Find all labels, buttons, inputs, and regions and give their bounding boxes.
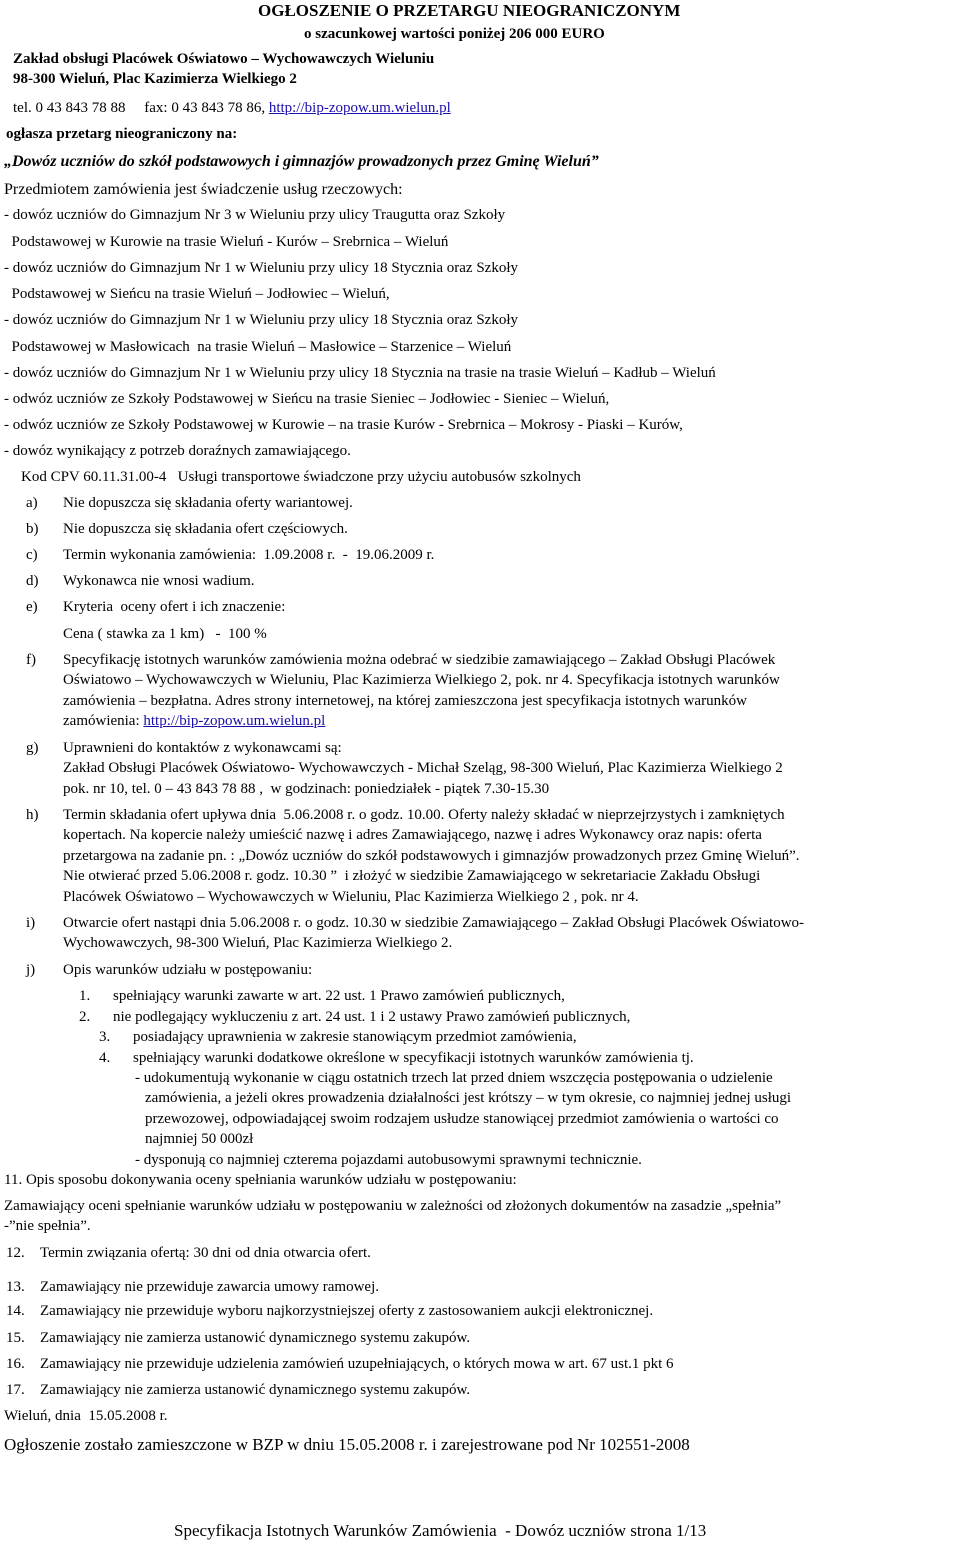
item-f-text: Specyfikację istotnych warunków zamówienia można odebrać w siedzibie zamawiającego – Zakład Obsługi Placówek <box>63 652 776 668</box>
item-marker: h) <box>26 807 39 823</box>
item-h-text: przetargowa na zadanie pn. : „Dowóz uczniów do szkół podstawowych i gimnazjów prowadzonych przez Gminę Wieluń”. <box>63 848 800 864</box>
item-marker: i) <box>26 915 36 931</box>
item-marker: e) <box>26 599 38 615</box>
item-h-text: Termin składania ofert upływa dnia 5.06.2008 r. o godz. 10.00. Oferty należy składać w nieprzejrzystych i zamkniętych <box>63 807 785 823</box>
subject-title: „Dowóz uczniów do szkół podstawowych i gimnazjów prowadzonych przez Gminę Wieluń” <box>4 153 599 170</box>
item-g-text: pok. nr 10, tel. 0 – 43 843 78 88 , w godzinach: poniedziałek - piątek 7.30-15.30 <box>63 781 550 797</box>
scope-line: - dowóz uczniów do Gimnazjum Nr 1 w Wieluniu przy ulicy 18 Stycznia na trasie na trasie Wieluń – Kadłub – Wieluń <box>4 365 716 381</box>
item-marker: d) <box>26 573 39 589</box>
scope-line: - odwóz uczniów ze Szkoły Podstawowej w Sieńcu na trasie Sieniec – Jodłowiec - Sieniec – Wieluń, <box>4 391 610 407</box>
scope-line: - dowóz uczniów do Gimnazjum Nr 1 w Wieluniu przy ulicy 18 Stycznia oraz Szkoły <box>4 260 518 276</box>
clause-number: 15. <box>6 1330 25 1346</box>
condition-text: posiadający uprawnienia w zakresie stanowiącym przedmiot zamówienia, <box>133 1029 577 1045</box>
item-i-text: Otwarcie ofert nastąpi dnia 5.06.2008 r. o godz. 10.30 w siedzibie Zamawiającego – Zakład Obsługi Placówek Oświatowo- <box>63 915 805 931</box>
clause-text: Zamawiający nie zamierza ustanowić dynamicznego systemu zakupów. <box>40 1382 471 1398</box>
item-g-text: Uprawnieni do kontaktów z wykonawcami są: <box>63 740 342 756</box>
item-f-text: Oświatowo – Wychowawczych w Wieluniu, Plac Kazimierza Wielkiego 2, pok. nr 4. Specyfikacja istotnych warunków <box>63 672 780 688</box>
item-i-text: Wychowawczych, 98-300 Wieluń, Plac Kazimierza Wielkiego 2. <box>63 935 453 951</box>
item-h-text: Nie otwierać przed 5.06.2008 r. godz. 10.30 ” i złożyć w siedzibie Zamawiającego w sekretariacie Zakładu Obsługi <box>63 868 761 884</box>
clause-number: 17. <box>6 1382 25 1398</box>
scope-line: Podstawowej w Masłowicach na trasie Wieluń – Masłowice – Starzenice – Wieluń <box>4 339 512 355</box>
eval-text: Zamawiający oceni spełnianie warunków udziału w postępowaniu w zależności od złożonych dokumentów na zasadzie „spełnia” <box>4 1198 782 1214</box>
organization-name: Zakład obsługi Placówek Oświatowo – Wychowawczych Wieluniu <box>13 51 435 67</box>
item-marker: j) <box>26 962 36 978</box>
value-threshold: o szacunkowej wartości poniżej 206 000 EURO <box>304 26 605 42</box>
item-marker: c) <box>26 547 38 563</box>
place-date: Wieluń, dnia 15.05.2008 r. <box>4 1408 168 1424</box>
condition-number: 2. <box>79 1009 91 1025</box>
scope-line: Przedmiotem zamówienia jest świadczenie usług rzeczowych: <box>4 181 403 198</box>
eval-text: -”nie spełnia”. <box>4 1218 91 1234</box>
bip-link[interactable]: http://bip-zopow.um.wielun.pl <box>268 100 451 116</box>
scope-line: - dowóz wynikający z potrzeb doraźnych zamawiającego. <box>4 443 351 459</box>
item-e-criterion: Cena ( stawka za 1 km) - 100 % <box>63 626 267 642</box>
document-title: OGŁOSZENIE O PRZETARGU NIEOGRANICZONYM <box>258 1 681 20</box>
item-e-text: Kryteria oceny ofert i ich znaczenie: <box>63 599 286 615</box>
condition-detail: - dysponują co najmniej czterema pojazdami autobusowymi sprawnymi technicznie. <box>135 1152 642 1168</box>
clause-text: Zamawiający nie zamierza ustanowić dynamicznego systemu zakupów. <box>40 1330 471 1346</box>
item-marker: f) <box>26 652 36 668</box>
specification-link[interactable]: http://bip-zopow.um.wielun.pl <box>143 713 326 729</box>
clause-number: 13. <box>6 1279 25 1295</box>
clause-number: 14. <box>6 1303 25 1319</box>
announce-line: ogłasza przetarg nieograniczony na: <box>6 126 238 142</box>
scope-line: - dowóz uczniów do Gimnazjum Nr 1 w Wieluniu przy ulicy 18 Stycznia oraz Szkoły <box>4 312 518 328</box>
condition-detail: najmniej 50 000zł <box>145 1131 254 1147</box>
condition-number: 3. <box>99 1029 111 1045</box>
organization-address: 98-300 Wieluń, Plac Kazimierza Wielkiego 2 <box>13 71 297 87</box>
condition-detail: zamówienia, a jeżeli okres prowadzenia działalności jest krótszy – w tym okresie, co najmniej jednej usługi <box>145 1090 792 1106</box>
contact-line <box>13 101 451 116</box>
clause-text: Zamawiający nie przewiduje udzielenia zamówień uzupełniających, o których mowa w art. 67 ust.1 pkt 6 <box>40 1356 674 1372</box>
item-d-text: Wykonawca nie wnosi wadium. <box>63 573 255 589</box>
page-footer: Specyfikacja Istotnych Warunków Zamówienia - Dowóz uczniów strona 1/13 <box>174 1521 707 1540</box>
condition-text: nie podlegający wykluczeniu z art. 24 ust. 1 i 2 ustawy Prawo zamówień publicznych, <box>113 1009 631 1025</box>
item-h-text: kopertach. Na kopercie należy umieścić nazwę i adres Zamawiającego, nazwę i adres Wykonawcy oraz napis: oferta <box>63 827 762 843</box>
item-f-text: zamówienia: <box>63 713 144 729</box>
item-a-text: Nie dopuszcza się składania oferty wariantowej. <box>63 495 353 511</box>
condition-detail: przewozowej, odpowiadającej swoim rodzajem usłudze stanowiącej przedmiot zamówienia o wartości co <box>145 1111 779 1127</box>
condition-detail: - udokumentują wykonanie w ciągu ostatnich trzech lat przed dniem wszczęcia postępowania o udzielenie <box>135 1070 773 1086</box>
item-f-link-line <box>63 714 325 729</box>
clause-text: Termin związania ofertą: 30 dni od dnia otwarcia ofert. <box>40 1245 371 1261</box>
item-h-text: Placówek Oświatowo – Wychowawczych w Wieluniu, Plac Kazimierza Wielkiego 2 , pok. nr 4. <box>63 889 639 905</box>
item-j-text: Opis warunków udziału w postępowaniu: <box>63 962 313 978</box>
scope-line: - dowóz uczniów do Gimnazjum Nr 3 w Wieluniu przy ulicy Traugutta oraz Szkoły <box>4 207 506 223</box>
item-marker: g) <box>26 740 39 756</box>
item-b-text: Nie dopuszcza się składania ofert częściowych. <box>63 521 348 537</box>
condition-text: spełniający warunki zawarte w art. 22 ust. 1 Prawo zamówień publicznych, <box>113 988 565 1004</box>
item-g-text: Zakład Obsługi Placówek Oświatowo- Wychowawczych - Michał Szeląg, 98-300 Wieluń, Plac Kazimierza Wielkiego 2 <box>63 760 783 776</box>
clause-text: Zamawiający nie przewiduje wyboru najkorzystniejszej oferty z zastosowaniem aukcji elektronicznej. <box>40 1303 654 1319</box>
condition-number: 1. <box>79 988 91 1004</box>
clause-number: 12. <box>6 1245 25 1261</box>
item-f-text: zamówienia – bezpłatna. Adres strony internetowej, na której zamieszczona jest specyfikacja istotnych warunków <box>63 693 747 709</box>
item-marker: b) <box>26 521 39 537</box>
scope-line: Podstawowej w Sieńcu na trasie Wieluń – Jodłowiec – Wieluń, <box>4 286 390 302</box>
scope-line: Podstawowej w Kurowie na trasie Wieluń - Kurów – Srebrnica – Wieluń <box>4 234 449 250</box>
eval-heading: 11. Opis sposobu dokonywania oceny spełniania warunków udziału w postępowaniu: <box>4 1172 517 1188</box>
clause-text: Zamawiający nie przewiduje zawarcia umowy ramowej. <box>40 1279 380 1295</box>
clause-number: 16. <box>6 1356 25 1372</box>
cpv-code: Kod CPV 60.11.31.00-4 Usługi transportowe świadczone przy użyciu autobusów szkolnych <box>21 469 581 485</box>
item-marker: a) <box>26 495 38 511</box>
bzp-note: Ogłoszenie zostało zamieszczone w BZP w dniu 15.05.2008 r. i zarejestrowane pod Nr 102551-2008 <box>4 1435 690 1454</box>
contact-phone-fax: tel. 0 43 843 78 88 fax: 0 43 843 78 86, <box>13 100 269 116</box>
item-c-text: Termin wykonania zamówienia: 1.09.2008 r. - 19.06.2009 r. <box>63 547 435 563</box>
condition-number: 4. <box>99 1050 111 1066</box>
scope-line: - odwóz uczniów ze Szkoły Podstawowej w Kurowie – na trasie Kurów - Srebrnica – Mokrosy - Piaski – Kurów, <box>4 417 683 433</box>
condition-text: spełniający warunki dodatkowe określone w specyfikacji istotnych warunków zamówienia tj. <box>133 1050 694 1066</box>
